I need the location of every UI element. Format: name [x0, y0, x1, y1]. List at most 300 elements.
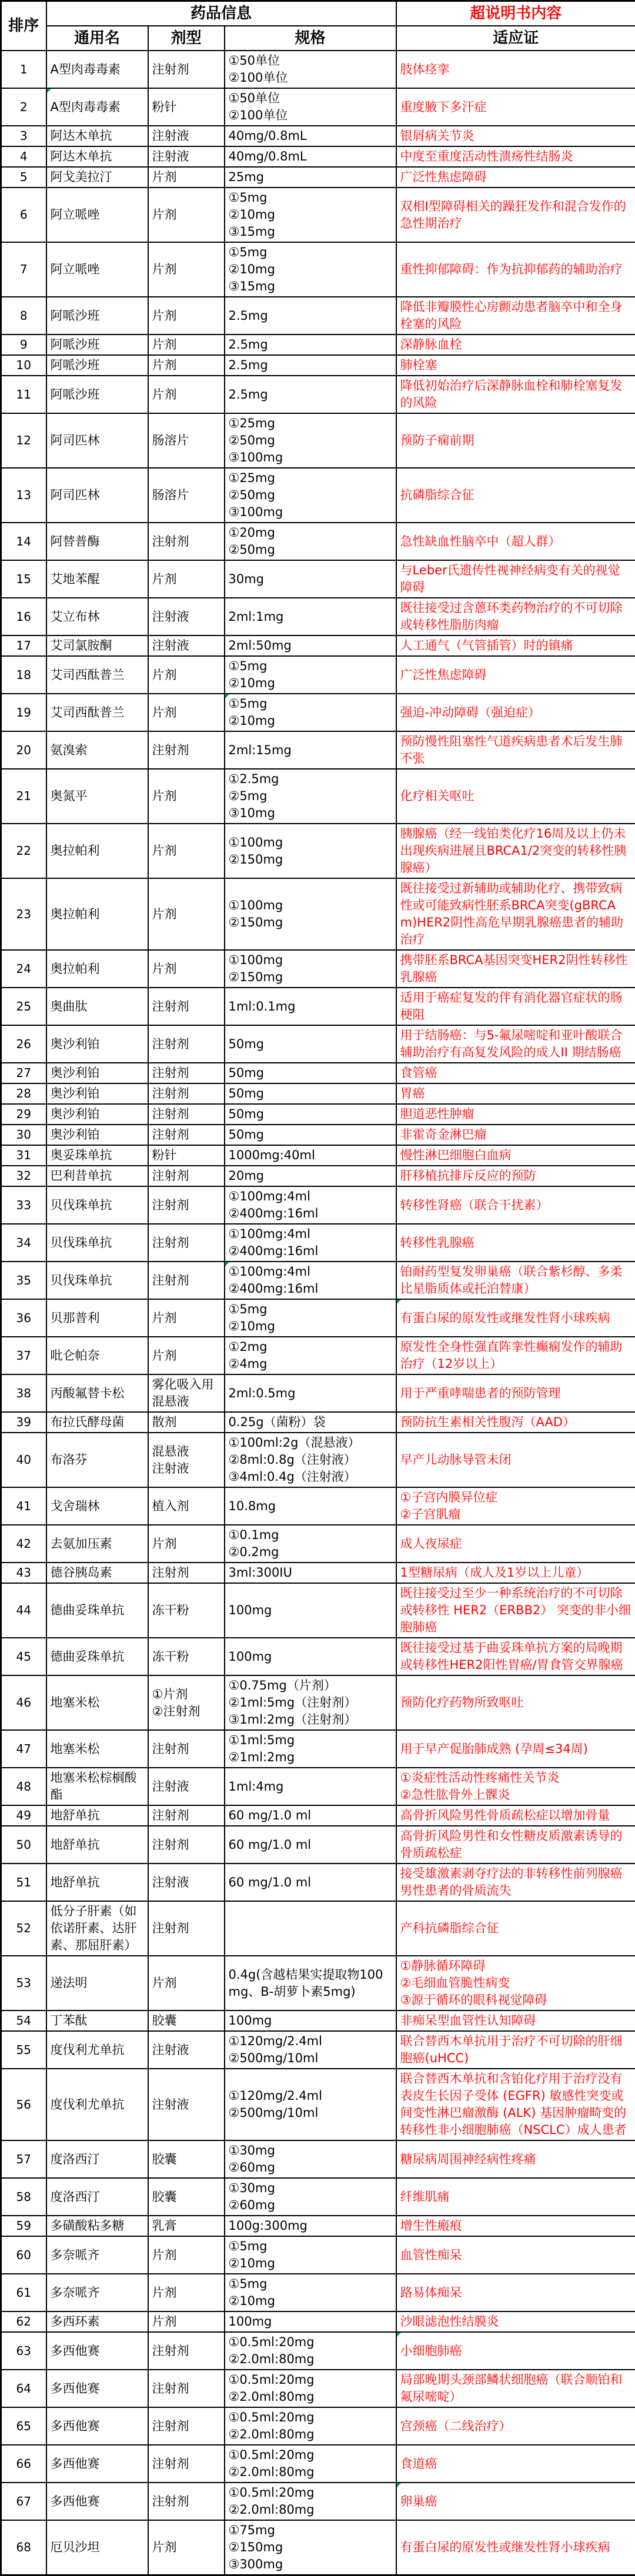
specification-cell: 1ml:4mg — [225, 1768, 396, 1805]
dosage-form-cell: 注射剂 — [148, 2407, 225, 2445]
table-row — [1, 1864, 635, 1901]
row-number-cell: 18 — [1, 656, 46, 694]
specification-cell — [225, 242, 396, 297]
specification-cell: 50mg — [225, 1104, 396, 1125]
indication-cell: 人工通气（气管插管）时的镇痛 — [396, 635, 635, 656]
dosage-form-cell: 植入剂 — [148, 1487, 225, 1525]
indication-cell: 局部晚期头颈部鳞状细胞癌（联合顺铂和氟尿嘧啶） — [396, 2370, 635, 2407]
indication-cell: 小细胞肺癌 — [396, 2332, 635, 2370]
dosage-form-cell: 片剂 — [148, 1525, 225, 1563]
indication-cell: 成人夜尿症 — [396, 1525, 635, 1563]
table-row — [1, 2274, 635, 2311]
table-row — [1, 1125, 635, 1145]
generic-name-cell: 奥拉帕利 — [46, 878, 148, 950]
dosage-form-cell: 注射剂 — [148, 523, 225, 560]
generic-name-cell: 多奈哌齐 — [46, 2236, 148, 2274]
indication-cell: 路易体痴呆 — [396, 2274, 635, 2311]
cell-line: 注射液 — [152, 1460, 220, 1477]
cell-line: ①100mg:4ml — [229, 1188, 392, 1205]
table-row — [1, 1186, 635, 1224]
specification-cell — [225, 1262, 396, 1299]
indication-cell: 急性缺血性脑卒中（超人群） — [396, 523, 635, 560]
cell-line: ②10mg — [229, 206, 392, 223]
row-number-cell: 45 — [1, 1638, 46, 1675]
table-row — [1, 523, 635, 560]
cell-line: ①100ml:2g（混悬液） — [229, 1434, 392, 1451]
generic-name-cell: 多西他赛 — [46, 2483, 148, 2520]
table-row — [1, 146, 635, 167]
row-number-cell: 51 — [1, 1864, 46, 1901]
row-number-cell: 41 — [1, 1487, 46, 1525]
table-row — [1, 1638, 635, 1675]
specification-cell — [225, 769, 396, 824]
cell-line: ①静脉循环障碍 — [400, 1958, 632, 1975]
cell-line: ②150mg — [229, 2539, 392, 2556]
indication-cell: 深静脉血栓 — [396, 334, 635, 355]
cell-line: ①20mg — [229, 524, 392, 541]
excel-green-triangle-icon — [397, 2483, 401, 2487]
cell-line: ②150mg — [229, 914, 392, 931]
table-row — [1, 950, 635, 988]
specification-cell — [225, 2178, 396, 2216]
row-number-cell: 62 — [1, 2311, 46, 2332]
indication-cell: 双相Ⅰ型障碍相关的躁狂发作和混合发作的急性期治疗 — [396, 188, 635, 242]
generic-name-cell: 多西他赛 — [46, 2332, 148, 2370]
table-row — [1, 1433, 635, 1487]
dosage-form-cell: 注射剂 — [148, 1063, 225, 1083]
cell-line: ②500mg/10ml — [229, 2105, 392, 2122]
specification-cell — [225, 1901, 396, 1956]
generic-name-cell: 地塞米松 — [46, 1675, 148, 1730]
cell-line: ①0.5ml:20mg — [229, 2447, 392, 2464]
dosage-form-cell: 片剂 — [148, 656, 225, 694]
indication-cell: 食管癌 — [396, 1063, 635, 1083]
dosage-form-cell: 片剂 — [148, 560, 225, 598]
row-number-cell: 46 — [1, 1675, 46, 1730]
specification-cell — [225, 2332, 396, 2370]
specification-cell: 50mg — [225, 1063, 396, 1083]
table-row — [1, 1768, 635, 1805]
table-row — [1, 635, 635, 656]
specification-cell: 25mg — [225, 167, 396, 188]
cell-line: ①0.5ml:20mg — [229, 2371, 392, 2388]
dosage-form-cell: 注射剂 — [148, 51, 225, 88]
dosage-form-cell: 片剂 — [148, 167, 225, 188]
specification-cell — [225, 188, 396, 242]
cell-line: ②子宫肌瘤 — [400, 1506, 632, 1523]
generic-name-cell: 多西他赛 — [46, 2445, 148, 2483]
generic-name-cell: 递法明 — [46, 1956, 148, 2010]
table-row — [1, 2483, 635, 2520]
cell-line: ②10mg — [229, 261, 392, 278]
dosage-form-cell: 片剂 — [148, 2311, 225, 2332]
dosage-form-cell: 散剂 — [148, 1412, 225, 1433]
generic-name-cell: 德曲妥珠单抗 — [46, 1638, 148, 1675]
row-number-cell: 55 — [1, 2031, 46, 2069]
header-order: 排序 — [1, 1, 46, 51]
row-number-cell: 38 — [1, 1374, 46, 1412]
generic-name-cell: 阿立哌唑 — [46, 242, 148, 297]
cell-line: ②400mg:16ml — [229, 1205, 392, 1222]
cell-line: ①100mg:4ml — [229, 1226, 392, 1243]
specification-cell — [225, 656, 396, 694]
cell-line: ①炎症性活动性疼痛性关节炎 — [400, 1769, 632, 1787]
cell-line: ②60mg — [229, 2159, 392, 2176]
generic-name-cell: 多磺酸粘多糖 — [46, 2216, 148, 2236]
specification-cell: 100g:300mg — [225, 2216, 396, 2236]
row-number-cell: 23 — [1, 878, 46, 950]
specification-cell: 30mg — [225, 560, 396, 598]
specification-cell — [225, 1433, 396, 1487]
table-row — [1, 2069, 635, 2140]
cell-line: ①1ml:5mg — [229, 1732, 392, 1749]
specification-cell: 1ml:0.1mg — [225, 988, 396, 1025]
row-number-cell: 34 — [1, 1224, 46, 1262]
cell-line: ③100mg — [229, 449, 392, 466]
indication-cell: 银屑病关节炎 — [396, 126, 635, 146]
specification-cell: 100mg — [225, 2010, 396, 2031]
row-number-cell: 64 — [1, 2370, 46, 2407]
cell-line: ③15mg — [229, 278, 392, 295]
row-number-cell: 1 — [1, 51, 46, 88]
row-number-cell: 58 — [1, 2178, 46, 2216]
generic-name-cell: 度洛西汀 — [46, 2140, 148, 2178]
cell-line: ①5mg — [229, 189, 392, 206]
table-row — [1, 656, 635, 694]
table-row — [1, 1083, 635, 1104]
header-indication: 适应证 — [396, 26, 635, 51]
row-number-cell: 12 — [1, 413, 46, 468]
row-number-cell: 10 — [1, 355, 46, 376]
cell-line: ②10mg — [229, 2293, 392, 2310]
generic-name-cell: 贝伐珠单抗 — [46, 1262, 148, 1299]
table-row — [1, 334, 635, 355]
indication-cell: 用于早产促胎肺成熟 (孕周≤34周) — [396, 1730, 635, 1768]
dosage-form-cell: 注射剂 — [148, 988, 225, 1025]
indication-cell: 1型糖尿病（成人及1岁以上儿童） — [396, 1563, 635, 1583]
generic-name-cell: 阿司匹林 — [46, 413, 148, 468]
table-row — [1, 2178, 635, 2216]
dosage-form-cell: 雾化吸入用混悬液 — [148, 1374, 225, 1412]
cell-line: ③10mg — [229, 805, 392, 822]
table-row — [1, 2010, 635, 2031]
generic-name-cell: 奥沙利铂 — [46, 1104, 148, 1125]
cell-line: ②0.2mg — [229, 1544, 392, 1561]
dosage-form-cell: 注射液 — [148, 635, 225, 656]
indication-cell: 预防慢性阻塞性气道疾病患者术后发生肺不张 — [396, 731, 635, 769]
cell-line: ②500mg/10ml — [229, 2050, 392, 2067]
specification-cell — [225, 878, 396, 950]
excel-green-triangle-icon — [225, 694, 229, 698]
cell-line: ①子宫内膜异位症 — [400, 1489, 632, 1506]
indication-cell: 抗磷脂综合征 — [396, 468, 635, 523]
cell-line: ①0.5ml:20mg — [229, 2334, 392, 2351]
generic-name-cell: 多西他赛 — [46, 2407, 148, 2445]
cell-line: ②1ml:2mg — [229, 1749, 392, 1766]
dosage-form-cell: 片剂 — [148, 242, 225, 297]
generic-name-cell: 布拉氏酵母菌 — [46, 1412, 148, 1433]
indication-cell: 携带胚系BRCA基因突变HER2阴性转移性乳腺癌 — [396, 950, 635, 988]
specification-cell — [225, 950, 396, 988]
indication-cell: 转移性乳腺癌 — [396, 1224, 635, 1262]
specification-cell: 10.8mg — [225, 1487, 396, 1525]
cell-line: ①120mg/2.4ml — [229, 2033, 392, 2050]
cell-line: ②8ml:0.8g（注射液） — [229, 1451, 392, 1468]
table-row — [1, 468, 635, 523]
table-row — [1, 2216, 635, 2236]
cell-line: ②60mg — [229, 2197, 392, 2214]
dosage-form-cell: 胶囊 — [148, 2010, 225, 2031]
cell-line: ②50mg — [229, 487, 392, 504]
dosage-form-cell: 粉针 — [148, 1145, 225, 1166]
generic-name-cell: 德曲妥珠单抗 — [46, 1583, 148, 1638]
table-row — [1, 126, 635, 146]
dosage-form-cell: 注射剂 — [148, 1083, 225, 1104]
generic-name-cell: 吡仑帕奈 — [46, 1337, 148, 1374]
cell-line: ①100mg — [229, 897, 392, 914]
dosage-form-cell: 注射剂 — [148, 1262, 225, 1299]
cell-line: ②10mg — [229, 1318, 392, 1335]
indication-cell — [396, 1956, 635, 2010]
generic-name-cell: 地舒单抗 — [46, 1805, 148, 1826]
indication-cell: 肝移植抗排斥反应的预防 — [396, 1166, 635, 1186]
generic-name-cell: 度洛西汀 — [46, 2178, 148, 2216]
specification-cell — [225, 2407, 396, 2445]
specification-cell — [225, 2031, 396, 2069]
cell-line: ②2.0ml:80mg — [229, 2501, 392, 2518]
excel-green-triangle-icon — [225, 1262, 229, 1266]
specification-cell — [225, 1675, 396, 1730]
generic-name-cell: 奥沙利铂 — [46, 1125, 148, 1145]
cell-line: ②2.0ml:80mg — [229, 2464, 392, 2481]
dosage-form-cell: 注射剂 — [148, 1186, 225, 1224]
cell-line: ②2.0ml:80mg — [229, 2388, 392, 2406]
dosage-form-cell: 片剂 — [148, 1337, 225, 1374]
cell-line: ③15mg — [229, 223, 392, 240]
row-number-cell: 26 — [1, 1025, 46, 1063]
generic-name-cell: 阿替普酶 — [46, 523, 148, 560]
table-row — [1, 1104, 635, 1125]
generic-name-cell: 多西他赛 — [46, 2370, 148, 2407]
table-row — [1, 2236, 635, 2274]
generic-name-cell: 多西环素 — [46, 2311, 148, 2332]
table-row — [1, 2031, 635, 2069]
indication-cell: 食道癌 — [396, 2445, 635, 2483]
row-number-cell: 63 — [1, 2332, 46, 2370]
dosage-form-cell: 片剂 — [148, 950, 225, 988]
indication-cell: 重性抑郁障碍：作为抗抑郁药的辅助治疗 — [396, 242, 635, 297]
table-row — [1, 2445, 635, 2483]
indication-cell: 广泛性焦虑障碍 — [396, 656, 635, 694]
row-number-cell: 33 — [1, 1186, 46, 1224]
specification-cell — [225, 1337, 396, 1374]
indication-cell: 用于结肠癌：与5-氟尿嘧啶和亚叶酸联合辅助治疗有高复发风险的成人II 期结肠癌 — [396, 1025, 635, 1063]
cell-line: ①5mg — [229, 695, 392, 712]
table-row — [1, 1025, 635, 1063]
generic-name-cell: 阿戈美拉汀 — [46, 167, 148, 188]
table-row — [1, 1224, 635, 1262]
row-number-cell: 49 — [1, 1805, 46, 1826]
specification-cell: 3ml:300IU — [225, 1563, 396, 1583]
cell-line: ②400mg:16ml — [229, 1280, 392, 1297]
row-number-cell: 40 — [1, 1433, 46, 1487]
table-row — [1, 1730, 635, 1768]
generic-name-cell: 阿达木单抗 — [46, 126, 148, 146]
generic-name-cell: 奥氮平 — [46, 769, 148, 824]
dosage-form-cell: 注射剂 — [148, 2332, 225, 2370]
indication-cell: 纤维肌痛 — [396, 2178, 635, 2216]
table-row — [1, 2140, 635, 2178]
indication-cell: 卵巢癌 — [396, 2483, 635, 2520]
table-row — [1, 297, 635, 334]
specification-cell: 2ml:15mg — [225, 731, 396, 769]
table-row — [1, 355, 635, 376]
indication-cell: 联合替西木单抗和含铂化疗用于治疗没有表皮生长因子受体 (EGFR) 敏感性突变或间变性淋巴瘤激酶 (ALK) 基因肿瘤畸变的转移性非小细胞肺癌（NSCLC）成人患者 — [396, 2069, 635, 2140]
generic-name-cell: 奥沙利铂 — [46, 1063, 148, 1083]
cell-line: ②50mg — [229, 432, 392, 449]
table-row — [1, 1956, 635, 2010]
table-row — [1, 694, 635, 731]
specification-cell — [225, 1299, 396, 1337]
specification-cell — [225, 824, 396, 878]
specification-cell — [225, 694, 396, 731]
specification-cell — [225, 2445, 396, 2483]
specification-cell: 40mg/0.8mL — [225, 146, 396, 167]
specification-cell: 50mg — [225, 1083, 396, 1104]
cell-line: ①25mg — [229, 470, 392, 487]
table-row — [1, 1675, 635, 1730]
dosage-form-cell: 注射液 — [148, 2069, 225, 2140]
dosage-form-cell: 片剂 — [148, 1956, 225, 2010]
row-number-cell: 4 — [1, 146, 46, 167]
specification-cell — [225, 413, 396, 468]
dosage-form-cell: 片剂 — [148, 878, 225, 950]
cell-line: ①120mg/2.4ml — [229, 2087, 392, 2105]
dosage-form-cell: 注射剂 — [148, 1104, 225, 1125]
generic-name-cell: 地塞米松棕榈酸酯 — [46, 1768, 148, 1805]
row-number-cell: 15 — [1, 560, 46, 598]
generic-name-cell: 阿哌沙班 — [46, 355, 148, 376]
row-number-cell: 20 — [1, 731, 46, 769]
indication-cell: 沙眼滤泡性结膜炎 — [396, 2311, 635, 2332]
indication-cell: 既往接受过至少一种系统治疗的不可切除或转移性 HER2（ERBB2） 突变的非小细胞肺癌 — [396, 1583, 635, 1638]
specification-cell — [225, 2069, 396, 2140]
table-row — [1, 1563, 635, 1583]
row-number-cell: 42 — [1, 1525, 46, 1563]
specification-cell — [225, 2520, 396, 2575]
indication-cell: 肺栓塞 — [396, 355, 635, 376]
dosage-form-cell: 片剂 — [148, 694, 225, 731]
cell-line: ②400mg:16ml — [229, 1243, 392, 1260]
generic-name-cell: 阿达木单抗 — [46, 146, 148, 167]
table-row — [1, 1487, 635, 1525]
row-number-cell: 24 — [1, 950, 46, 988]
specification-cell — [225, 1730, 396, 1768]
table-body — [1, 51, 635, 2575]
table-row — [1, 1299, 635, 1337]
cell-line: ①片剂 — [152, 1686, 220, 1703]
row-number-cell: 32 — [1, 1166, 46, 1186]
cell-line: ①75mg — [229, 2522, 392, 2539]
cell-line: ①5mg — [229, 2238, 392, 2255]
cell-line: ②10mg — [229, 2255, 392, 2272]
row-number-cell: 47 — [1, 1730, 46, 1768]
table-row — [1, 2332, 635, 2370]
generic-name-cell: 艾司西酞普兰 — [46, 694, 148, 731]
dosage-form-cell: 冻干粉 — [148, 1638, 225, 1675]
generic-name-cell: 丁苯酞 — [46, 2010, 148, 2031]
generic-name-cell: A型肉毒毒素 — [46, 51, 148, 88]
table-row — [1, 1583, 635, 1638]
dosage-form-cell: 片剂 — [148, 376, 225, 413]
generic-name-cell: 巴利昔单抗 — [46, 1166, 148, 1186]
specification-cell — [225, 2236, 396, 2274]
dosage-form-cell: 片剂 — [148, 769, 225, 824]
dosage-form-cell — [148, 1433, 225, 1487]
specification-cell — [225, 1186, 396, 1224]
cell-line: ③100mg — [229, 504, 392, 521]
row-number-cell: 68 — [1, 2520, 46, 2575]
dosage-form-cell: 胶囊 — [148, 2178, 225, 2216]
generic-name-cell: 奥沙利铂 — [46, 1083, 148, 1104]
specification-cell: 100mg — [225, 1583, 396, 1638]
indication-cell: 用于严重哮喘患者的预防管理 — [396, 1374, 635, 1412]
indication-cell: 预防化疗药物所致呕吐 — [396, 1675, 635, 1730]
dosage-form-cell: 注射剂 — [148, 1563, 225, 1583]
table-row — [1, 878, 635, 950]
dosage-form-cell: 片剂 — [148, 2520, 225, 2575]
indication-cell: 既往接受过新辅助或辅助化疗、携带致病性或可能致病性胚系BRCA突变(gBRCAm)HER2阴性高危早期乳腺癌患者的辅助治疗 — [396, 878, 635, 950]
header-offlabel-group: 超说明书内容 — [396, 1, 635, 26]
dosage-form-cell: 肠溶片 — [148, 413, 225, 468]
row-number-cell: 25 — [1, 988, 46, 1025]
indication-cell: 降低初始治疗后深静脉血栓和肺栓塞复发的风险 — [396, 376, 635, 413]
dosage-form-cell — [148, 1675, 225, 1730]
cell-line: ②10mg — [229, 675, 392, 692]
cell-line: ①30mg — [229, 2142, 392, 2159]
indication-cell: 原发性全身性强直阵挛性癫痫发作的辅助治疗（12岁以上） — [396, 1337, 635, 1374]
cell-line: ②2.0ml:80mg — [229, 2426, 392, 2443]
dosage-form-cell: 片剂 — [148, 297, 225, 334]
table-row — [1, 2311, 635, 2332]
cell-line: ①5mg — [229, 2276, 392, 2293]
generic-name-cell: 贝那普利 — [46, 1299, 148, 1337]
generic-name-cell: 地舒单抗 — [46, 1864, 148, 1901]
indication-cell: 强迫-冲动障碍（强迫症） — [396, 694, 635, 731]
specification-cell — [225, 88, 396, 126]
generic-name-cell: 阿司匹林 — [46, 468, 148, 523]
table-row — [1, 769, 635, 824]
table-row — [1, 1826, 635, 1864]
dosage-form-cell: 注射剂 — [148, 1826, 225, 1864]
cell-line: ③源于循环的眼科视觉障碍 — [400, 1992, 632, 2009]
cell-line: ①100mg:4ml — [229, 1263, 392, 1280]
dosage-form-cell: 片剂 — [148, 2274, 225, 2311]
header-row-group — [1, 1, 635, 26]
specification-cell: 2.5mg — [225, 297, 396, 334]
generic-name-cell: 奥妥珠单抗 — [46, 1145, 148, 1166]
generic-name-cell: 低分子肝素（如依诺肝素、达肝素、那屈肝素） — [46, 1901, 148, 1956]
row-number-cell: 22 — [1, 824, 46, 878]
indication-cell: 与Leber氏遗传性视神经病变有关的视觉障碍 — [396, 560, 635, 598]
cell-line: ①0.5ml:20mg — [229, 2484, 392, 2501]
generic-name-cell: 德谷胰岛素 — [46, 1563, 148, 1583]
table-row — [1, 1166, 635, 1186]
row-number-cell: 16 — [1, 598, 46, 635]
indication-cell: 广泛性焦虑障碍 — [396, 167, 635, 188]
specification-cell — [225, 523, 396, 560]
dosage-form-cell: 注射液 — [148, 598, 225, 635]
